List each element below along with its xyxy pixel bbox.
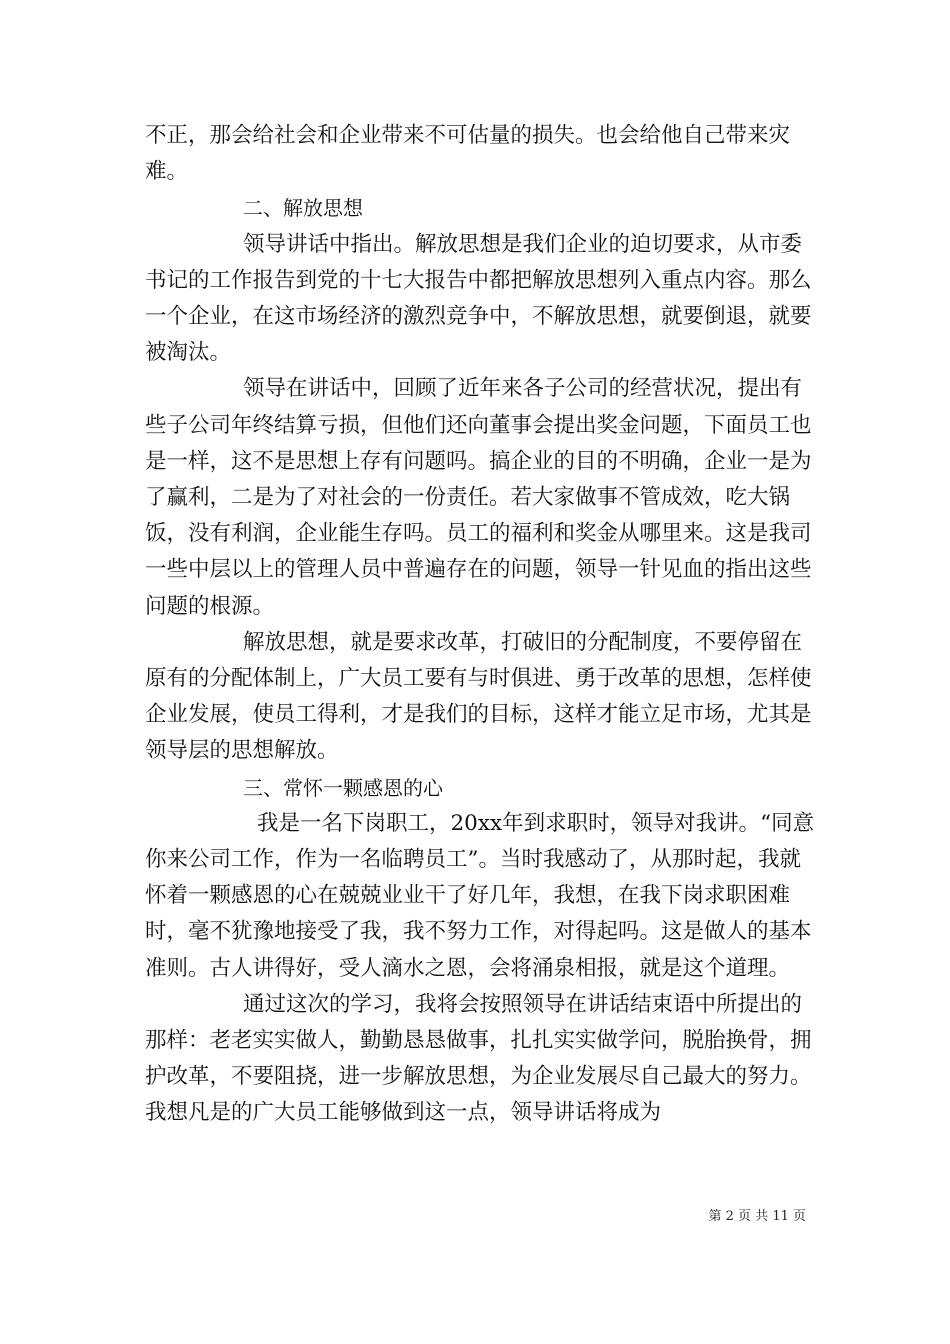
paragraph: 通过这次的学习，我将会按照领导在讲话结束语中所提出的那样：老老实实做人，勤勤恳恳做事，扎扎实实做学问，脱胎换骨，拥护改革，不要阻挠，进一步解放思想，为企业发展尽自己最大的努力。我想凡是的广大员工能够做到这一点，领导讲话将成为 [145, 991, 812, 1126]
page-number-footer: 第 2 页 共 11 页 [708, 1209, 806, 1224]
document-body [145, 118, 817, 1132]
section-heading-liberate-thinking: 二、解放思想 [243, 196, 363, 221]
paragraph: 解放思想，就是要求改革，打破旧的分配制度，不要停留在原有的分配体制上，广大员工要有与时俱进、勇于改革的思想，怎样使企业发展，使员工得利，才是我们的目标，这样才能立足市场，尤其是领导层的思想解放。 [145, 629, 812, 764]
paragraph: 领导讲话中指出。解放思想是我们企业的迫切要求，从市委书记的工作报告到党的十七大报告中都把解放思想列入重点内容。那么一个企业，在这市场经济的激烈竞争中，不解放思想，就要倒退，就要被淘汰。 [145, 231, 812, 366]
section-heading-gratitude: 三、常怀一颗感恩的心 [243, 775, 443, 800]
paragraph: 我是一名下岗职工，20xx年到求职时，领导对我讲。“同意你来公司工作，作为一名临聘员工”。当时我感动了，从那时起，我就怀着一颗感恩的心在兢兢业业干了好几年，我想，在我下岗求职困难时，毫不犹豫地接受了我，我不努力工作，对得起吗。这是做人的基本准则。古人讲得好，受人滴水之恩，会将涌泉相报，就是这个道理。 [145, 810, 815, 981]
paragraph: 领导在讲话中，回顾了近年来各子公司的经营状况，提出有些子公司年终结算亏损，但他们还向董事会提出奖金问题，下面员工也是一样，这不是思想上存有问题吗。搞企业的目的不明确，企业一是为了赢利，二是为了对社会的一份责任。若大家做事不管成效，吃大锅饭，没有利润，企业能生存吗。员工的福利和奖金从哪里来。这是我司一些中层以上的管理人员中普遍存在的问题，领导一针见血的指出这些问题的根源。 [145, 376, 812, 619]
paragraph-continuation: 不正，那会给社会和企业带来不可估量的损失。也会给他自己带来灾难。 [145, 123, 791, 185]
